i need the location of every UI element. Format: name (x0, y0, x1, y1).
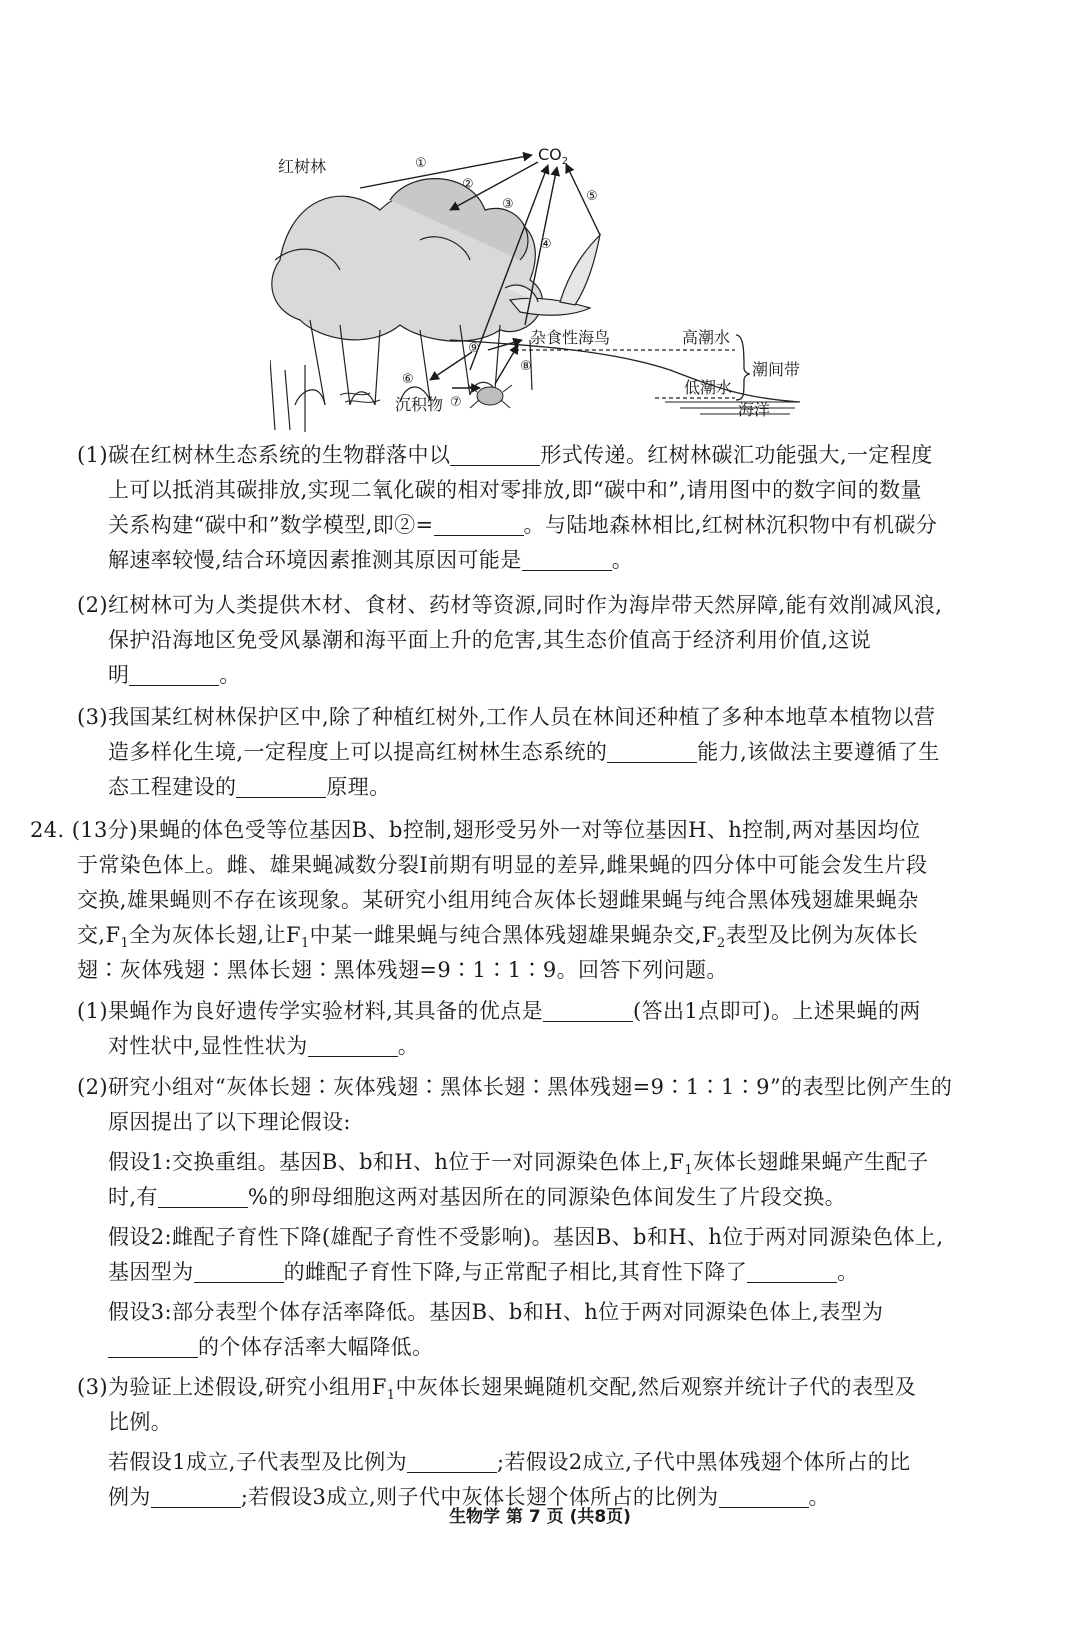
q24-stem-line1: 24. (13分)果蝇的体色受等位基因B、b控制,翅形受另外一对等位基因H、h控制,两对基因均位 (30, 818, 921, 842)
flow-number-5: ⑤ (586, 189, 598, 204)
label-ocean: 海洋 (738, 400, 771, 419)
flow-number-9: ⑨ (468, 341, 480, 356)
q24-h2-line1: 假设2:雌配子育性下降(雄配子育性不受影响)。基因B、b和H、h位于两对同源染色体上, (108, 1225, 944, 1249)
q23-p1-line3: 关系构建“碳中和”数学模型,即②= 。与陆地森林相比,红树林沉积物中有机碳分 (108, 513, 938, 537)
q23-p2-line2: 保护沿海地区免受风暴潮和海平面上升的危害,其生态价值高于经济利用价值,这说 (108, 628, 872, 652)
label-sediment: 沉积物 (395, 395, 444, 414)
q24-h1-line2: 时,有 %的卵母细胞这两对基因所在的同源染色体间发生了片段交换。 (108, 1185, 847, 1209)
flow-number-8: ⑧ (520, 359, 532, 374)
label-seabird: 杂食性海鸟 (530, 328, 611, 347)
q24-q1-line2: 对性状中,显性性状为 。 (108, 1034, 420, 1058)
q23-p1-line1: (1)碳在红树林生态系统的生物群落中以 形式传递。红树林碳汇功能强大,一定程度 (77, 443, 933, 467)
q24-h3-line1: 假设3:部分表型个体存活率降低。基因B、b和H、h位于两对同源染色体上,表型为 (108, 1300, 884, 1324)
page-footer: 生物学 第 7 页 (共8页) (449, 1507, 631, 1527)
label-co2: $CO_2$ (538, 145, 569, 167)
flow-number-7: ⑦ (450, 395, 462, 410)
answer-blank[interactable] (450, 445, 540, 466)
figure-svg (270, 140, 810, 445)
question-number: 24. (30, 818, 65, 842)
label-intertidal: 潮间带 (752, 360, 801, 379)
q23-p2-line3: 明 。 (108, 663, 241, 687)
q24-q3-line2: 比例。 (108, 1410, 173, 1434)
answer-blank[interactable] (434, 515, 524, 536)
q24-q3-line4: 例为 ;若假设3成立,则子代中灰体长翅个体所占的比例为 。 (108, 1485, 830, 1509)
flow-number-4: ④ (540, 237, 552, 252)
mangrove-carbon-cycle-figure (270, 140, 810, 445)
q23-p3-line3: 态工程建设的 原理。 (108, 775, 391, 799)
q24-h1-line1: 假设1:交换重组。基因B、b和H、h位于一对同源染色体上$,F_1$灰体长翅雌果蝇产生配子 (108, 1150, 929, 1179)
q23-p1-line4: 解速率较慢,结合环境因素推测其原因可能是 。 (108, 548, 634, 572)
answer-blank[interactable] (543, 1001, 633, 1022)
q23-p2-line1: (2)红树林可为人类提供木材、食材、药材等资源,同时作为海岸带天然屏障,能有效削减风浪, (77, 593, 943, 617)
answer-blank[interactable] (308, 1036, 398, 1057)
q23-p3-line1: (3)我国某红树林保护区中,除了种植红树外,工作人员在林间还种植了多种本地草本植物以营 (77, 705, 936, 729)
answer-blank[interactable] (129, 665, 219, 686)
answer-blank[interactable] (407, 1452, 497, 1473)
q23-p1-line2: 上可以抵消其碳排放,实现二氧化碳的相对零排放,即“碳中和”,请用图中的数字间的数量 (108, 478, 922, 502)
q24-stem-line5: 翅∶灰体残翅∶黑体长翅∶黑体残翅=9∶1∶1∶9。回答下列问题。 (77, 958, 728, 982)
answer-blank[interactable] (607, 742, 697, 763)
answer-blank[interactable] (522, 550, 612, 571)
flow-number-2: ② (462, 177, 474, 192)
q23-p3-line2: 造多样化生境,一定程度上可以提高红树林生态系统的 能力,该做法主要遵循了生 (108, 740, 940, 764)
answer-blank[interactable] (194, 1262, 284, 1283)
q24-stem-line4: 交$,F_1$全为灰体长翅,让$F_1$中某一雌果蝇与纯合黑体残翅雄果蝇杂交$,F_2$表型及比例为灰体长 (77, 923, 919, 952)
q24-q1-line1: (1)果蝇作为良好遗传学实验材料,其具备的优点是 (答出1点即可)。上述果蝇的两 (77, 999, 921, 1023)
label-high-tide: 高潮水 (682, 328, 731, 347)
flow-number-3: ③ (502, 197, 514, 212)
answer-blank[interactable] (236, 777, 326, 798)
flow-number-6: ⑥ (402, 372, 414, 387)
q24-q3-line1: (3)为验证上述假设,研究小组用$F_1$中灰体长翅果蝇随机交配,然后观察并统计子代的表型及 (77, 1375, 917, 1404)
answer-blank[interactable] (158, 1187, 248, 1208)
answer-blank[interactable] (108, 1337, 198, 1358)
flow-number-1: ① (415, 156, 427, 171)
q24-stem-line3: 交换,雄果蝇则不存在该现象。某研究小组用纯合灰体长翅雌果蝇与纯合黑体残翅雄果蝇杂 (77, 888, 919, 912)
q24-stem-line2: 于常染色体上。雌、雄果蝇减数分裂Ⅰ前期有明显的差异,雌果蝇的四分体中可能会发生片段 (77, 853, 928, 877)
q24-q2-line1: (2)研究小组对“灰体长翅∶灰体残翅∶黑体长翅∶黑体残翅=9∶1∶1∶9”的表型比例产生的 (77, 1075, 953, 1099)
q24-q3-line3: 若假设1成立,子代表型及比例为 ;若假设2成立,子代中黑体残翅个体所占的比 (108, 1450, 911, 1474)
q24-q2-line2: 原因提出了以下理论假设: (108, 1110, 351, 1134)
label-low-tide: 低潮水 (684, 378, 733, 397)
label-mangrove: 红树林 (278, 157, 327, 176)
q24-h3-line2: 的个体存活率大幅降低。 (108, 1332, 433, 1362)
q24-h2-line2: 基因型为 的雌配子育性下降,与正常配子相比,其育性下降了 。 (108, 1260, 859, 1284)
answer-blank[interactable] (747, 1262, 837, 1283)
